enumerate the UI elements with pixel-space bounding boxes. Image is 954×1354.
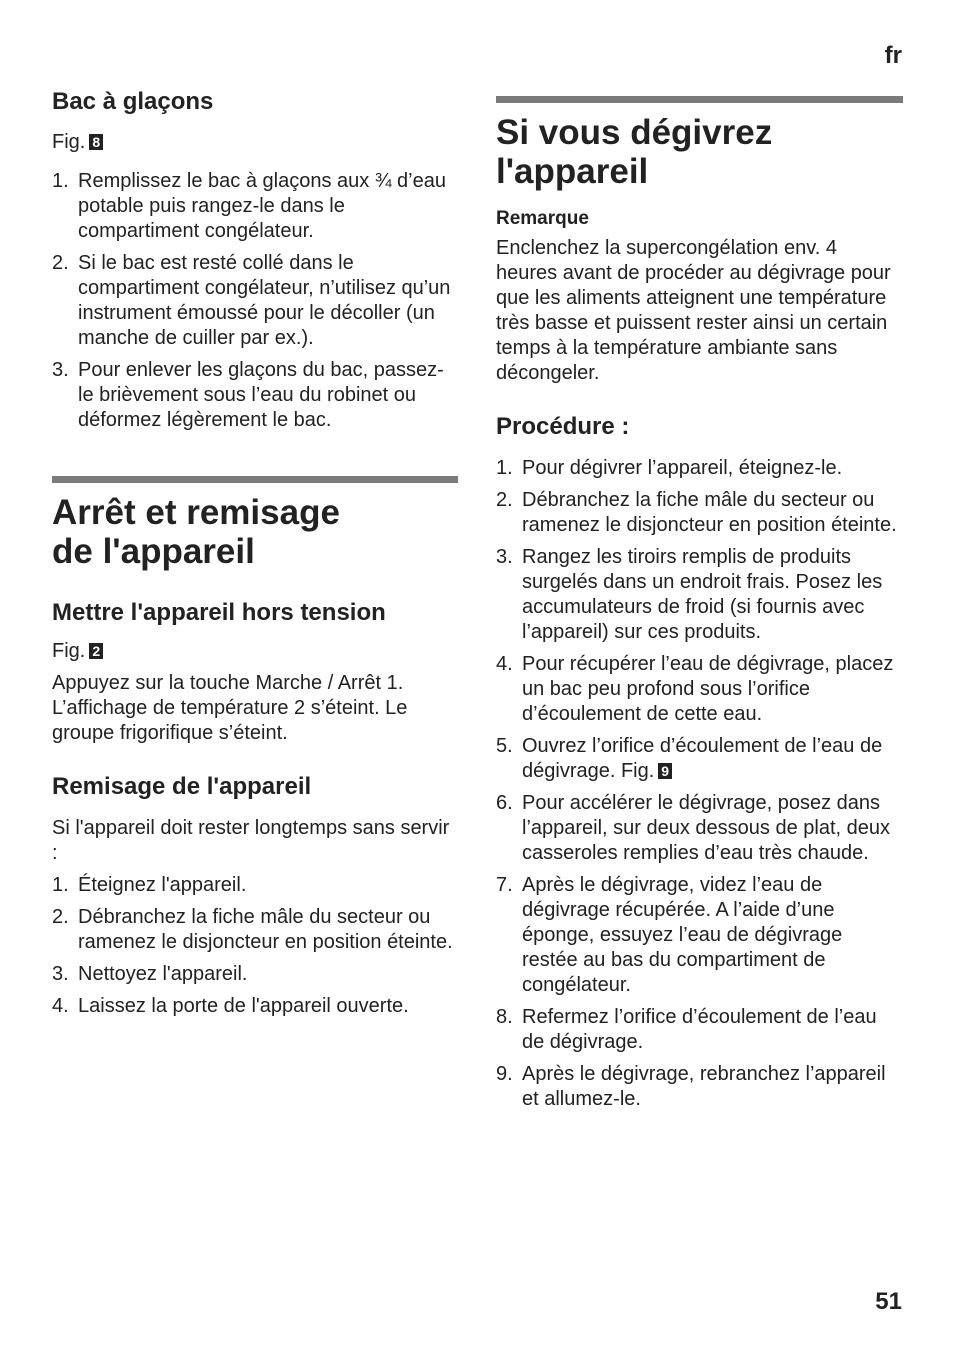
fig-number-badge: 9 bbox=[658, 763, 672, 779]
remisage-intro: Si l'appareil doit rester longtemps sans servir : bbox=[52, 817, 450, 864]
list-item: 2. Si le bac est resté collé dans le compartiment congélateur, n’utilisez qu’un instrument émoussé pour le décoller (un manche de cuiller par ex.). bbox=[52, 252, 451, 349]
list-item: 5. Ouvrez l’orifice d’écoulement de l’eau de dégivrage. Fig. 9 bbox=[496, 735, 883, 782]
hors-tension-text: Appuyez sur la touche Marche / Arrêt 1. L’affichage de température 2 s’éteint. Le groupe frigorifique s’éteint. bbox=[52, 672, 408, 744]
list-item: 4. Laissez la porte de l'appareil ouverte. bbox=[52, 995, 409, 1017]
list-item: 8. Refermez l’orifice d’écoulement de l’eau de dégivrage. bbox=[496, 1006, 877, 1053]
list-item: 7. Après le dégivrage, videz l’eau de dégivrage récupérée. A l’aide d’une éponge, essuyez l’eau de dégivrage restée au bas du compartiment de congélateur. bbox=[496, 874, 843, 996]
section-divider bbox=[52, 476, 458, 483]
list-item: 6. Pour accélérer le dégivrage, posez dans l’appareil, sur deux dessous de plat, deux casseroles remplies d’eau très chaude. bbox=[496, 792, 891, 864]
fig-number-badge: 8 bbox=[89, 134, 103, 150]
list-item: 3. Nettoyez l'appareil. bbox=[52, 963, 248, 985]
fig-reference-hors-tension: Fig. 2 bbox=[52, 639, 103, 664]
procedure-title: Procédure : bbox=[496, 413, 630, 440]
remarque-text: Enclenchez la supercongélation env. 4 heures avant de procéder au dégivrage pour que les aliments atteignent une température très basse et puissent rester ainsi un certain temps à la température ambiante sans décongeler. bbox=[496, 237, 891, 384]
section-title-bac: Bac à glaçons bbox=[52, 88, 214, 115]
fig-reference-bac: Fig. 8 bbox=[52, 130, 103, 155]
list-item: 2. Débranchez la fiche mâle du secteur ou ramenez le disjoncteur en position éteinte. bbox=[52, 906, 453, 953]
section-title-arret: Arrêt et remisage de l'appareil bbox=[52, 493, 340, 571]
list-item: 4. Pour récupérer l’eau de dégivrage, placez un bac peu profond sous l’orifice d’écoulement de cette eau. bbox=[496, 653, 894, 725]
list-item: 3. Pour enlever les glaçons du bac, passez-le brièvement sous l’eau du robinet ou déformez légèrement le bac. bbox=[52, 359, 444, 431]
subsection-title-hors-tension: Mettre l'appareil hors tension bbox=[52, 599, 386, 626]
list-item: 1. Remplissez le bac à glaçons aux ¾ d’eau potable puis rangez-le dans le compartiment congélateur. bbox=[52, 170, 446, 242]
remarque-title: Remarque bbox=[496, 208, 589, 229]
bac-steps-list bbox=[52, 169, 458, 440]
list-item: 1. Éteignez l'appareil. bbox=[52, 874, 247, 896]
list-item: 2. Débranchez la fiche mâle du secteur ou ramenez le disjoncteur en position éteinte. bbox=[496, 489, 897, 536]
list-item: 9. Après le dégivrage, rebranchez l’appareil et allumez-le. bbox=[496, 1063, 886, 1110]
fig-number-badge: 2 bbox=[89, 643, 103, 659]
list-item: 3. Rangez les tiroirs remplis de produits surgelés dans un endroit frais. Posez les accumulateurs de froid (si fournis avec l’appareil) sur ces produits. bbox=[496, 546, 883, 643]
procedure-steps-list bbox=[496, 456, 903, 1119]
list-item: 1. Pour dégivrer l’appareil, éteignez-le. bbox=[496, 457, 843, 479]
section-title-degivrage: Si vous dégivrez l'appareil bbox=[496, 113, 773, 191]
remisage-steps-list bbox=[52, 873, 458, 1026]
language-label: fr bbox=[884, 42, 902, 69]
section-divider bbox=[496, 96, 903, 103]
subsection-title-remisage: Remisage de l'appareil bbox=[52, 773, 312, 800]
page-number: 51 bbox=[875, 1288, 902, 1315]
